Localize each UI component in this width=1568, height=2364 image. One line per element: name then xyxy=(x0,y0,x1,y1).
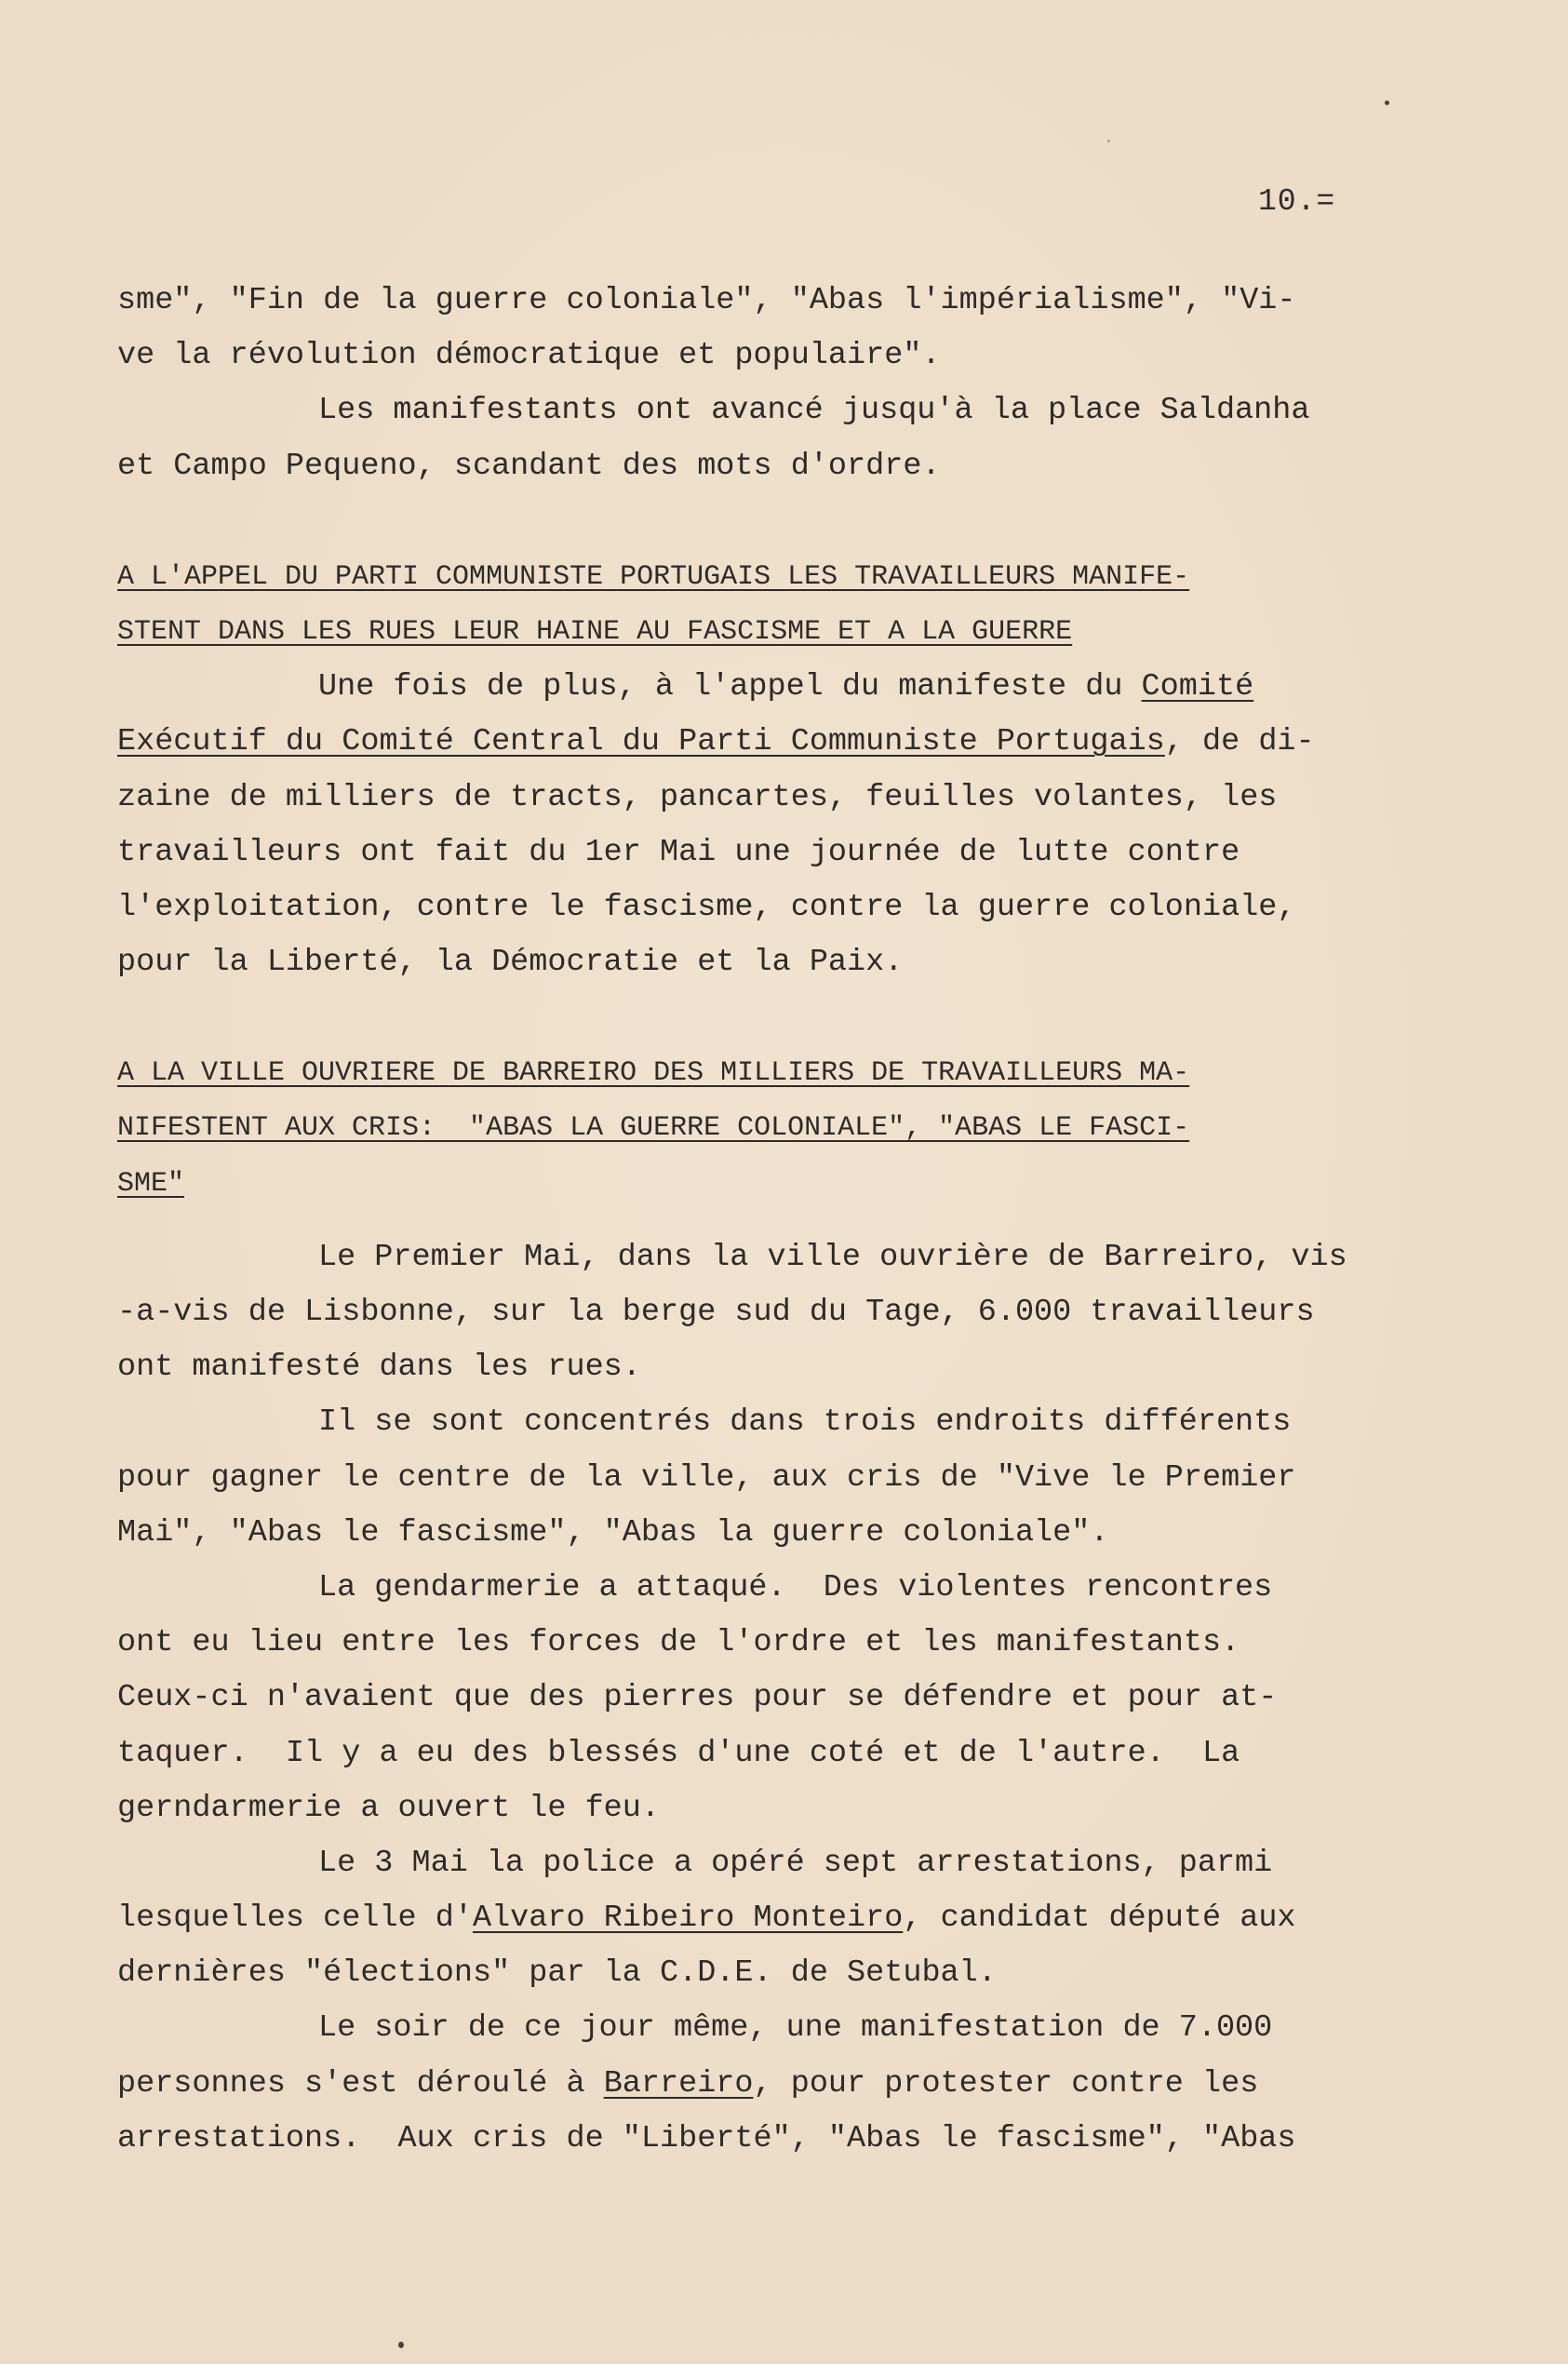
para1-line2: ve la révolution démocratique et populaire". xyxy=(117,338,941,374)
section-heading-2-line1: A LA VILLE OUVRIERE DE BARREIRO DES MILLIERS DE TRAVAILLEURS MA- xyxy=(117,1057,1190,1090)
section-heading-1-line1: A L'APPEL DU PARTI COMMUNISTE PORTUGAIS LES TRAVAILLEURS MANIFE- xyxy=(117,560,1190,593)
para8-line1: Le soir de ce jour même, une manifestation de 7.000 xyxy=(318,2010,1273,2047)
paper-speck xyxy=(398,2342,404,2348)
paper-speck xyxy=(1107,140,1110,142)
para3-line5: l'exploitation, contre le fascisme, contre la guerre coloniale, xyxy=(117,889,1296,925)
para6-line3: Ceux-ci n'avaient que des pierres pour se défendre et pour at- xyxy=(117,1680,1278,1716)
para2-line2: et Campo Pequeno, scandant des mots d'ordre. xyxy=(117,448,941,484)
committee-name-underlined-cont: Exécutif du Comité Central du Parti Communiste Portugais xyxy=(117,724,1165,760)
committee-name-underlined: Comité xyxy=(1141,669,1254,705)
para7-line1: Le 3 Mai la police a opéré sept arrestations, parmi xyxy=(318,1845,1273,1881)
para6-line2: ont eu lieu entre les forces de l'ordre et les manifestants. xyxy=(117,1625,1240,1661)
candidate-name-underlined: Alvaro Ribeiro Monteiro xyxy=(472,1901,904,1937)
para3-line1 xyxy=(117,660,1346,715)
para3-line4: travailleurs ont fait du 1er Mai une journée de lutte contre xyxy=(117,834,1240,870)
para3-line2-text: , de di- xyxy=(1164,724,1315,760)
para3-line6: pour la Liberté, la Démocratie et la Paix. xyxy=(117,945,904,981)
para3-line3: zaine de milliers de tracts, pancartes, feuilles volantes, les xyxy=(117,779,1278,815)
para7-line2 xyxy=(117,1891,1346,1946)
para8-line2-text: personnes s'est déroulé à xyxy=(117,2065,604,2102)
document-body xyxy=(117,274,1346,2167)
para4-line1: Le Premier Mai, dans la ville ouvrière de Barreiro, vis xyxy=(318,1239,1347,1275)
page-number: 10.= xyxy=(1258,184,1336,219)
section-heading-2-line3: SME" xyxy=(117,1167,185,1200)
spacer xyxy=(117,1212,1346,1230)
para6-line5: gerndarmerie a ouvert le feu. xyxy=(117,1790,660,1826)
para7-line3: dernières "élections" par la C.D.E. de Setubal. xyxy=(117,1955,997,1992)
para6-line1: La gendarmerie a attaqué. Des violentes rencontres xyxy=(318,1569,1273,1605)
para3-line2 xyxy=(117,715,1346,770)
para4-line3: ont manifesté dans les rues. xyxy=(117,1350,641,1386)
para1-line1: sme", "Fin de la guerre coloniale", "Abas l'impérialisme", "Vi- xyxy=(117,283,1296,318)
para6-line4: taquer. Il y a eu des blessés d'une coté et de l'autre. La xyxy=(117,1735,1240,1771)
spacer xyxy=(117,990,1346,1046)
paper-speck xyxy=(1385,101,1389,105)
town-name-underlined: Barreiro xyxy=(603,2065,754,2102)
para5-line2: pour gagner le centre de la ville, aux cris de "Vive le Premier xyxy=(117,1459,1296,1496)
spacer xyxy=(117,494,1346,550)
para8-line3: arrestations. Aux cris de "Liberté", "Abas le fascisme", "Abas xyxy=(117,2120,1296,2156)
para4-line2: -a-vis de Lisbonne, sur la berge sud du Tage, 6.000 travailleurs xyxy=(117,1295,1315,1330)
para5-line1: Il se sont concentrés dans trois endroits différents xyxy=(318,1404,1292,1441)
para2-line1: Les manifestants ont avancé jusqu'à la place Saldanha xyxy=(318,393,1310,429)
para7-line2-text-end: , candidat député aux xyxy=(903,1901,1296,1937)
section-heading-2-line2: NIFESTENT AUX CRIS: "ABAS LA GUERRE COLONIALE", "ABAS LE FASCI- xyxy=(117,1112,1190,1145)
para8-line2-text-end: , pour protester contre les xyxy=(753,2065,1259,2102)
section-heading-1-line2: STENT DANS LES RUES LEUR HAINE AU FASCISME ET A LA GUERRE xyxy=(117,615,1073,648)
para7-line2-text: lesquelles celle d' xyxy=(117,1901,473,1937)
para8-line2 xyxy=(117,2057,1346,2112)
para3-line1-text: Une fois de plus, à l'appel du manifeste du xyxy=(318,669,1142,705)
para5-line3: Mai", "Abas le fascisme", "Abas la guerre coloniale". xyxy=(117,1514,1109,1551)
